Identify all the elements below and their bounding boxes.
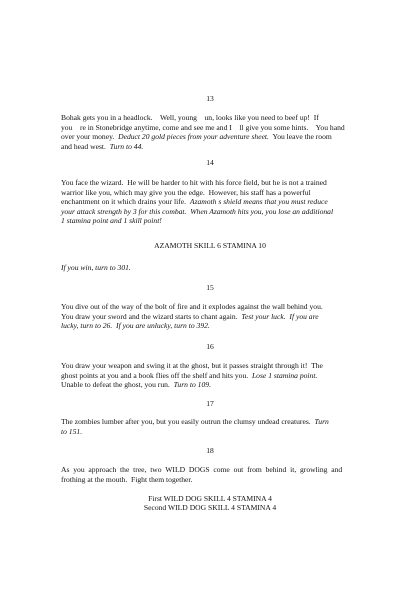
paragraph-line — [61, 427, 361, 437]
section-number-17: 17 — [206, 399, 214, 408]
paragraph-line — [61, 142, 361, 152]
paragraph-line — [61, 321, 361, 331]
text-run: You dive out of the way of the bolt of fire and it explodes against the wall behind you. — [61, 302, 323, 311]
section-13-text — [61, 113, 361, 151]
text-run: Unable to defeat the ghost, you run. — [61, 380, 174, 390]
text-run: and head west. — [61, 141, 110, 151]
paragraph-line — [61, 113, 361, 123]
italic-run: Turn to 109. — [173, 380, 211, 390]
paragraph-line — [61, 312, 361, 322]
azamoth-stat-line: AZAMOTH SKILL 6 STAMINA 10 — [154, 241, 266, 250]
text-run: You draw your weapon and swing it at the ghost, but it passes straight through it! The — [61, 361, 323, 370]
paragraph-line — [61, 207, 361, 217]
italic-run: Deduct 20 gold pieces from your adventure sheet. — [118, 132, 269, 142]
italic-run: Turn to 44. — [109, 141, 144, 151]
paragraph-line — [61, 371, 361, 381]
section-16-text — [61, 361, 361, 390]
italic-run: Lose 1 stamina point. — [251, 370, 318, 380]
paragraph-line — [61, 132, 361, 142]
section-number-15: 15 — [206, 283, 214, 292]
text-run: The zombies lumber after you, but you easily outrun the clumsy undead creatures. — [61, 417, 315, 426]
paragraph-line — [61, 417, 361, 427]
text-run: enchantment on it which drains your life. — [61, 197, 190, 207]
italic-run: Test your luck. If you are — [241, 311, 319, 321]
section-number-13: 13 — [206, 94, 214, 103]
section-17-text — [61, 417, 361, 436]
text-run: As you approach the tree, two WILD DOGS come out from behind it, growling and — [61, 465, 343, 474]
text-run: over your money. — [61, 132, 119, 142]
section-14-text — [61, 178, 361, 226]
paragraph-line — [61, 302, 361, 312]
italic-run: Azamoth s shield means that you must reduce — [189, 197, 328, 207]
text-run: ghost points at you and a book flies off the shelf and hits you. — [61, 370, 252, 380]
italic-run: lucky, turn to 26. If you are unlucky, turn to 392. — [61, 321, 210, 331]
section-number-14: 14 — [206, 158, 214, 167]
paragraph-line — [61, 197, 361, 207]
italic-run: Turn — [314, 417, 329, 426]
paragraph-line — [61, 475, 361, 485]
text-run: Bohak gets you in a headlock. Well, young un, looks like you need to beef up! If — [61, 113, 319, 122]
paragraph-line — [61, 123, 361, 133]
paragraph-line — [61, 178, 361, 188]
text-run: You face the wizard. He will be harder to hit with his force field, but he is not a trained — [61, 178, 327, 187]
wild-dog-1-stat-line: First WILD DOG SKILL 4 STAMINA 4 — [148, 494, 272, 503]
text-run: warrior like you, which may give you the edge. However, his staff has a powerful — [61, 187, 311, 197]
italic-run: 1 stamina point and 1 skill point! — [61, 216, 162, 226]
paragraph-line — [61, 465, 361, 475]
paragraph-line — [61, 380, 361, 390]
italic-run: your attack strength by 3 for this combat. When Azamoth hits you, you lose an additional — [61, 206, 334, 216]
section-14-after: If you win, turn to 301. — [61, 263, 131, 272]
paragraph-line — [61, 361, 361, 371]
text-run: You leave the room — [268, 132, 332, 142]
section-15-text — [61, 302, 361, 331]
paragraph-line — [61, 216, 361, 226]
text-run: you re in Stonebridge anytime, come and see me and I ll give you some hints. You hand — [61, 122, 345, 132]
paragraph-line — [61, 188, 361, 198]
section-number-16: 16 — [206, 342, 214, 351]
text-run: You draw your sword and the wizard starts to chant again. — [61, 311, 242, 321]
section-18-text — [61, 465, 361, 484]
wild-dog-2-stat-line: Second WILD DOG SKILL 4 STAMINA 4 — [143, 503, 277, 512]
text-run: frothing at the mouth. Fight them together. — [61, 474, 193, 484]
italic-run: to 151. — [61, 426, 83, 436]
section-number-18: 18 — [206, 446, 214, 455]
